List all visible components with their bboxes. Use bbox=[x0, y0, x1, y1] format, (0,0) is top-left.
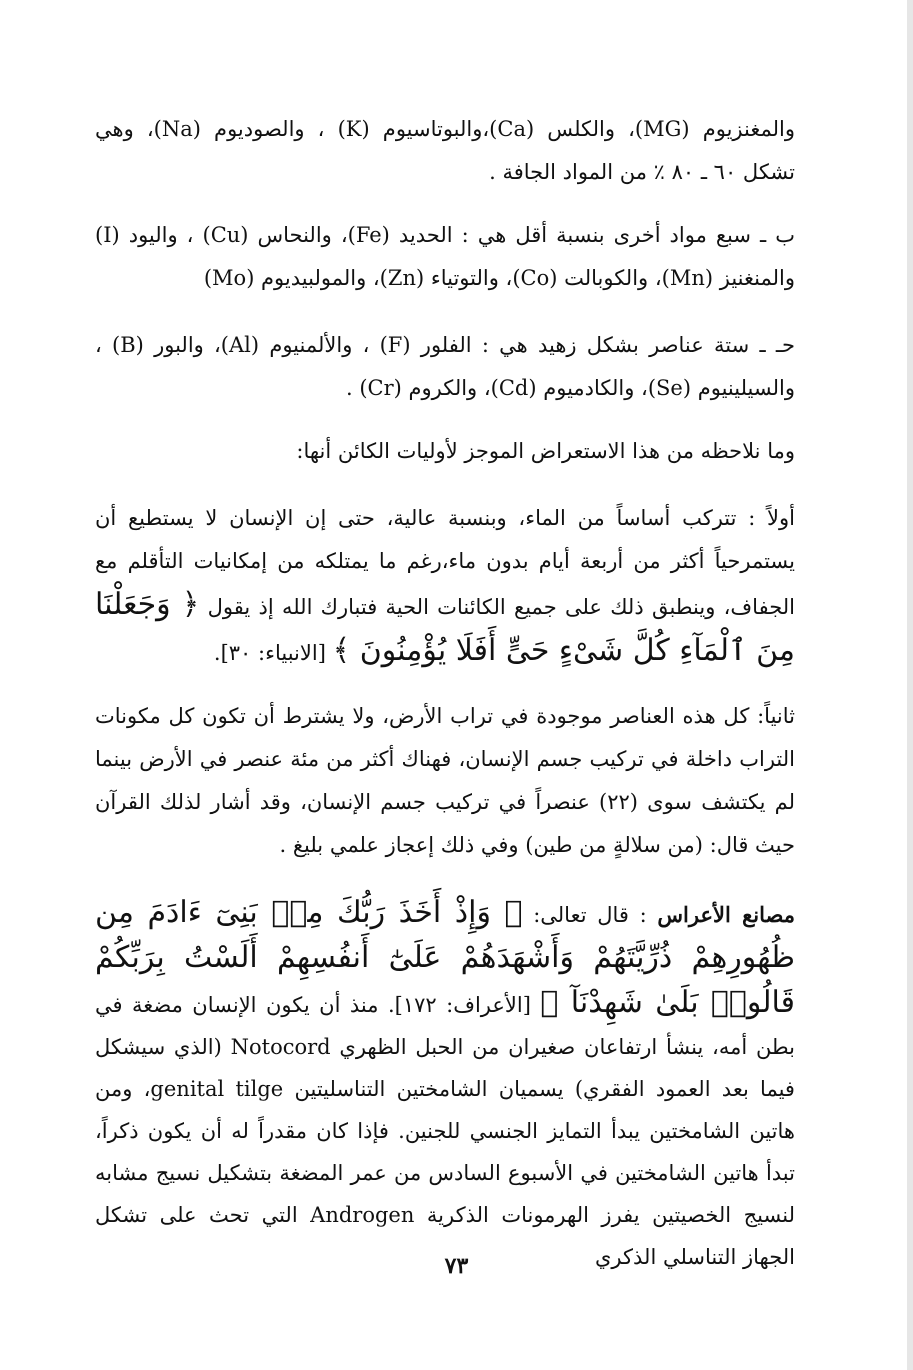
term-androgen: Androgen bbox=[310, 1203, 415, 1227]
embryology-text-4: التي تحث على تشكل الجهاز التناسلي الذكري bbox=[95, 1203, 795, 1269]
paragraph-first-point bbox=[95, 497, 795, 675]
first-point-text: أولاً : تتركب أساساً من الماء، وبنسبة عالية، حتى إن الإنسان لا يستطيع أن يستمرحياً أكثر من أربعة أيام بدون ماء،رغم ما يمتلكه من إمكانيات التأقلم مع الجفاف، وينطبق ذلك على جميع الكائنات الحية فتبارك الله إذ يقول bbox=[95, 506, 795, 619]
paragraph-minerals-major: والمغنزيوم (MG)، والكلس (Ca)،والبوتاسيوم (K) ، والصوديوم (Na)، وهي تشكل ٦٠ ـ ٨٠ ٪ من المواد الجافة . bbox=[95, 117, 795, 184]
page-edge-shadow bbox=[907, 0, 913, 1370]
verse-reference-anbiya: [الانبياء: ٣٠]. bbox=[213, 641, 326, 665]
term-notocord: Notocord bbox=[230, 1035, 331, 1059]
embryology-text-1: منذ أن يكون الإنسان مضغة في بطن أمه، ينشأ ارتفاعان صغيران من الحبل الظهري bbox=[95, 993, 796, 1059]
paragraph-second-point: ثانياً: كل هذه العناصر موجودة في تراب الأرض، ولا يشترط أن تكون كل مكونات التراب داخلة في تركيب جسم الإنسان، فهناك أكثر من مئة عنصر في الأرض بينما لم يكتشف سوى (٢٢) عنصراً في تركيب جسم الإنسان، وقد أشار لذلك القرآن حيث قال: (من سلالةٍ من طين) وفي ذلك إعجاز علمي بليغ . bbox=[95, 704, 795, 857]
page-number: ٧٣ bbox=[444, 1253, 469, 1279]
paragraph-trace-elements: حـ ـ ستة عناصر بشكل زهيد هي : الفلور (F) ، والألمنيوم (Al)، والبور (B) ، والسيلينيوم (Se)، والكادميوم (Cd)، والكروم (Cr) . bbox=[95, 333, 795, 400]
paragraph-observation-intro: وما نلاحظه من هذا الاستعراض الموجز لأوليات الكائن أنها: bbox=[296, 439, 795, 463]
verse-reference-araf: [الأعراف: ١٧٢]. bbox=[387, 993, 531, 1017]
paragraph-minerals-minor: ب ـ سبع مواد أخرى بنسبة أقل هي : الحديد (Fe)، والنحاس (Cu) ، واليود (I) والمنغنيز (Mn)، والكوبالت (Co)، والتوتياء (Zn)، والمولبيديوم (Mo) bbox=[95, 223, 795, 290]
quran-verse-anbiya: ﴿ وَجَعَلْنَا مِنَ ٱلْمَآءِ كُلَّ شَىْءٍ حَىٍّ أَفَلَا يُؤْمِنُونَ ﴾ bbox=[95, 587, 795, 668]
section-wedding-factories bbox=[95, 891, 795, 1278]
section-heading: مصانع الأعراس bbox=[657, 902, 795, 927]
embryology-text-3: ، ومن هاتين الشامختين يبدأ التمايز الجنسي للجنين. فإذا كان مقدراً له أن يكون ذكراً، تبدأ هاتين الشامختين في الأسبوع السادس من عمر المضغة بتشكيل نسيج مشابه لنسيج الخصيتين يفرز الهرمونات الذكرية bbox=[95, 1077, 795, 1227]
quran-verse-araf: ﴿ وَإِذْ أَخَذَ رَبُّكَ مِنۢ بَنِىٓ ءَادَمَ مِن ظُهُورِهِمْ ذُرِّيَّتَهُمْ وَأَشْهَدَهُمْ عَلَىٰٓ أَنفُسِهِمْ أَلَسْتُ بِرَبِّكُمْ قَالُوا۟ بَلَىٰ شَهِدْنَآ ﴾ bbox=[95, 895, 795, 1020]
embryology-text-2: (الذي سيشكل فيما بعد العمود الفقري) يسميان الشامختين التناسليتين bbox=[95, 1035, 795, 1101]
paragraph-embryology bbox=[95, 891, 795, 1278]
term-genital-tilge: genital tilge bbox=[150, 1077, 284, 1101]
page-body bbox=[95, 108, 795, 1278]
section-intro: : قال تعالى: bbox=[533, 903, 647, 927]
